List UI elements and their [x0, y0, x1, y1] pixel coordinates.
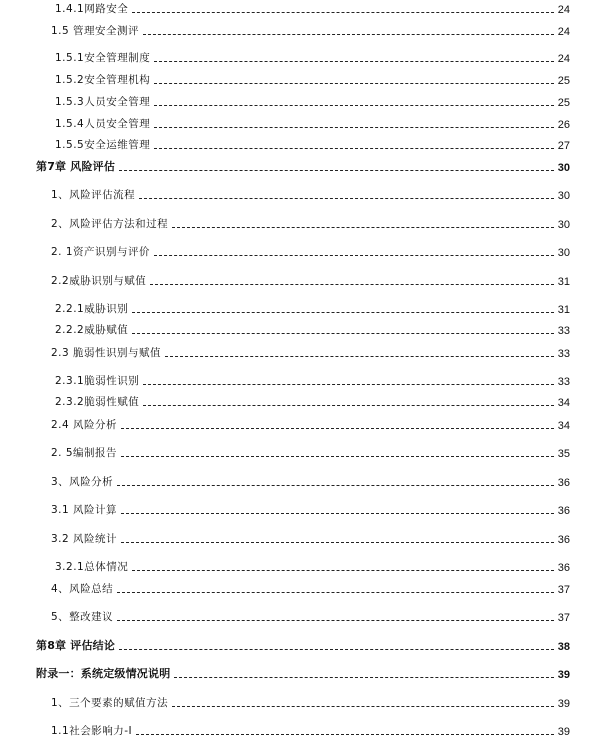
toc-entry-label: 1.5.4人员安全管理 — [55, 118, 151, 130]
toc-entry[interactable] — [51, 215, 570, 231]
toc-entry-page-number: 30 — [557, 219, 570, 231]
toc-entry-label: 2、风险评估方法和过程 — [51, 218, 169, 230]
toc-leader-dots — [154, 83, 554, 84]
toc-entry-page-number: 24 — [557, 4, 570, 16]
toc-entry-page-number: 26 — [557, 119, 570, 131]
toc-entry-label: 2. 5编制报告 — [51, 447, 118, 459]
toc-entry-page-number: 38 — [557, 641, 570, 653]
toc-entry-page-number: 39 — [557, 698, 570, 710]
toc-leader-dots — [154, 105, 554, 106]
toc-entry-label: 2.3.1脆弱性识别 — [55, 375, 140, 387]
toc-entry[interactable] — [51, 444, 570, 460]
toc-entry-label: 2.2威胁识别与赋值 — [51, 275, 147, 287]
toc-entry-page-number: 34 — [557, 420, 570, 432]
toc-leader-dots — [136, 734, 554, 735]
toc-entry[interactable] — [51, 344, 570, 360]
toc-entry-page-number: 34 — [557, 397, 570, 409]
toc-entry-page-number: 37 — [557, 584, 570, 596]
toc-leader-dots — [121, 428, 554, 429]
toc-entry-label: 1、风险评估流程 — [51, 189, 136, 201]
toc-entry[interactable] — [55, 0, 570, 16]
toc-leader-dots — [117, 620, 554, 621]
toc-entry[interactable] — [55, 372, 570, 388]
toc-entry[interactable] — [51, 722, 570, 738]
toc-entry-label: 1.1社会影响力-I — [51, 725, 133, 737]
toc-leader-dots — [139, 198, 554, 199]
toc-entry-label: 2.3 脆弱性识别与赋值 — [51, 347, 162, 359]
toc-entry[interactable] — [55, 115, 570, 131]
toc-entry-label: 3.2.1总体情况 — [55, 561, 129, 573]
toc-entry-label: 3、风险分析 — [51, 476, 114, 488]
toc-entry-label: 1.5.2安全管理机构 — [55, 74, 151, 86]
toc-entry[interactable] — [55, 300, 570, 316]
toc-leader-dots — [172, 706, 554, 707]
toc-entry[interactable] — [55, 558, 570, 574]
toc-entry-page-number: 30 — [557, 190, 570, 202]
toc-entry-page-number: 33 — [557, 325, 570, 337]
toc-leader-dots — [143, 405, 554, 406]
toc-entry-page-number: 33 — [557, 376, 570, 388]
toc-leader-dots — [121, 542, 554, 543]
toc-entry[interactable] — [51, 22, 570, 38]
toc-entry-page-number: 36 — [557, 562, 570, 574]
toc-entry-label: 附录一：系统定级情况说明 — [36, 667, 171, 680]
toc-leader-dots — [132, 12, 554, 13]
toc-leader-dots — [165, 356, 554, 357]
toc-leader-dots — [143, 384, 554, 385]
toc-leader-dots — [121, 456, 554, 457]
toc-entry-page-number: 30 — [557, 247, 570, 259]
toc-entry-page-number: 35 — [557, 448, 570, 460]
toc-entry-label: 1、三个要素的赋值方法 — [51, 697, 169, 709]
toc-leader-dots — [154, 127, 554, 128]
toc-entry-label: 2.2.1威胁识别 — [55, 303, 129, 315]
toc-entry-page-number: 39 — [557, 726, 570, 738]
toc-entry[interactable] — [36, 637, 570, 653]
toc-entry-label: 第7章 风险评估 — [36, 160, 116, 173]
toc-leader-dots — [154, 255, 554, 256]
toc-entry[interactable] — [55, 321, 570, 337]
toc-entry-page-number: 25 — [557, 97, 570, 109]
toc-entry-label: 4、风险总结 — [51, 583, 114, 595]
toc-entry[interactable] — [55, 49, 570, 65]
toc-leader-dots — [121, 513, 554, 514]
toc-entry-page-number: 33 — [557, 348, 570, 360]
toc-entry-page-number: 25 — [557, 75, 570, 87]
toc-leader-dots — [132, 312, 554, 313]
toc-entry[interactable] — [51, 580, 570, 596]
toc-entry-label: 2.4 风险分析 — [51, 419, 118, 431]
toc-leader-dots — [117, 485, 554, 486]
toc-leader-dots — [143, 34, 554, 35]
toc-entry[interactable] — [36, 158, 570, 174]
toc-leader-dots — [117, 592, 554, 593]
toc-entry-label: 1.5.1安全管理制度 — [55, 52, 151, 64]
toc-leader-dots — [132, 570, 554, 571]
toc-entry-label: 2. 1资产识别与评价 — [51, 246, 151, 258]
toc-leader-dots — [154, 61, 554, 62]
toc-leader-dots — [150, 284, 554, 285]
toc-entry[interactable] — [51, 501, 570, 517]
toc-entry[interactable] — [55, 71, 570, 87]
toc-entry-label: 2.2.2威胁赋值 — [55, 324, 129, 336]
toc-entry-page-number: 37 — [557, 612, 570, 624]
toc-entry[interactable] — [51, 416, 570, 432]
toc-entry-label: 1.5.5安全运维管理 — [55, 139, 151, 151]
toc-entry-label: 1.5.3人员安全管理 — [55, 96, 151, 108]
toc-entry[interactable] — [51, 272, 570, 288]
toc-entry[interactable] — [51, 694, 570, 710]
toc-entry-label: 2.3.2脆弱性赋值 — [55, 396, 140, 408]
toc-entry-label: 3.1 风险计算 — [51, 504, 118, 516]
toc-entry[interactable] — [55, 136, 570, 152]
toc-entry-page-number: 27 — [557, 140, 570, 152]
toc-entry-label: 3.2 风险统计 — [51, 533, 118, 545]
toc-entry-page-number: 24 — [557, 26, 570, 38]
toc-entry[interactable] — [51, 186, 570, 202]
toc-entry[interactable] — [51, 530, 570, 546]
toc-entry-page-number: 30 — [557, 162, 570, 174]
toc-leader-dots — [174, 677, 554, 678]
toc-entry-page-number: 31 — [557, 276, 570, 288]
toc-leader-dots — [119, 649, 554, 650]
toc-entry[interactable] — [51, 608, 570, 624]
toc-leader-dots — [119, 170, 554, 171]
toc-entry[interactable] — [51, 473, 570, 489]
toc-leader-dots — [132, 333, 554, 334]
toc-leader-dots — [172, 227, 554, 228]
toc-entry[interactable] — [55, 393, 570, 409]
toc-entry-page-number: 24 — [557, 53, 570, 65]
toc-leader-dots — [154, 148, 554, 149]
toc-entry-page-number: 36 — [557, 534, 570, 546]
toc-entry[interactable] — [51, 243, 570, 259]
toc-entry[interactable] — [36, 665, 570, 681]
toc-entry-page-number: 36 — [557, 477, 570, 489]
toc-entry-label: 1.4.1网路安全 — [55, 3, 129, 15]
toc-entry-page-number: 31 — [557, 304, 570, 316]
toc-entry-label: 5、整改建议 — [51, 611, 114, 623]
toc-entry-label: 1.5 管理安全测评 — [51, 25, 140, 37]
toc-entry-label: 第8章 评估结论 — [36, 639, 116, 652]
toc-entry-page-number: 39 — [557, 669, 570, 681]
toc-entry-page-number: 36 — [557, 505, 570, 517]
toc-entry[interactable] — [55, 93, 570, 109]
